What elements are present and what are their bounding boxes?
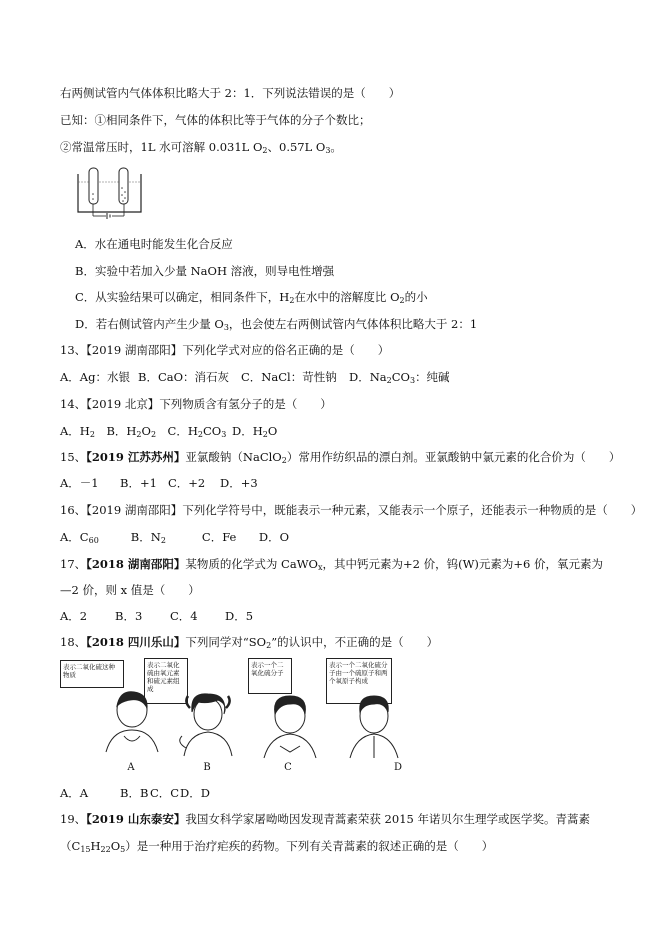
student-label-b: B <box>203 762 211 773</box>
so2-cartoon-figure <box>58 656 423 776</box>
speech-bubble-c: 表示一个二氧化硫分子 <box>248 658 292 694</box>
q13-stem: 13、【2019 湖南邵阳】下列化学式对应的俗名正确的是（ ） <box>60 343 390 357</box>
student-label-c: C <box>284 762 292 773</box>
q12-option-d: D．若右侧试管内产生少量 $O_3$，也会使左右两侧试管内气体体积比略大于 2：1 <box>75 317 478 332</box>
student-label-d: D <box>393 762 403 773</box>
student-b-body <box>184 732 232 756</box>
q17-stem-line2: —2 价，则 x 值是（ ） <box>60 583 200 597</box>
electrolysis-apparatus-figure <box>75 164 145 220</box>
q14-stem: 14、【2019 北京】下列物质含有氢分子的是（ ） <box>60 397 332 411</box>
q12-known-2: ②常温常压时，1L 水可溶解 0.031L $O_2$、0.57L $O_3$。 <box>60 140 342 155</box>
q12-stem: 右两侧试管内气体体积比略大于 2：1．下列说法错误的是（ ） <box>60 86 401 100</box>
student-label-a: A <box>127 762 135 773</box>
q15-options: A．－1 B．+1 C．+2 D．+3 <box>60 476 258 490</box>
speech-bubble-b: 表示二氧化硫由氧元素和硫元素组成 <box>144 658 188 704</box>
q19-stem-line2: $(C_{15}H_{22}O_5)$是一种用于治疗疟疾的药物。下列有关青蒿素的叙述正确的是（ ） <box>60 839 494 854</box>
speech-bubble-d: 表示一个二氧化硫分子由一个硫原子和两个氧原子构成 <box>326 658 392 704</box>
speech-bubble-a: 表示二氧化硫这种物质 <box>60 660 124 688</box>
q15-stem: 15、【2019 江苏苏州】亚氯酸钠（NaClO$_2$）常用作纺织品的漂白剂。亚氯酸钠中氯元素的化合价为（ ） <box>60 450 621 465</box>
q16-options: A．$C_{60}$ B．$N_2$ C．Fe D．O <box>60 530 290 545</box>
q14-options: A．$H_2$ B．$H_2O_2$ C．$H_2CO_3$ D．$H_2O$ <box>60 424 278 439</box>
q17-options: A．2 B．3 C．4 D．5 <box>60 609 254 623</box>
q17-stem: 17、【2018 湖南邵阳】某物质的化学式为 CaWO$_x$，其中钙元素为+2 价，钨(W)元素为+6 价，氧元素为 <box>60 557 603 572</box>
q13-options: A．Ag：水银 B．CaO：消石灰 C．NaCl：苛性钠 D．$Na_2CO_3$：纯碱 <box>60 370 450 385</box>
student-c-body <box>264 734 316 758</box>
q18-options: A．A B．B C．CD．D <box>60 786 210 800</box>
q12-option-b: B．实验中若加入少量 NaOH 溶液，则导电性增强 <box>75 264 335 278</box>
q16-stem: 16、【2019 湖南邵阳】下列化学符号中，既能表示一种元素，又能表示一个原子，还能表示一种物质的是（ ） <box>60 503 643 517</box>
q12-known-1: 已知：①相同条件下，气体的体积比等于气体的分子个数比； <box>60 113 371 127</box>
q19-stem: 19、【2019 山东泰安】我国女科学家屠呦呦因发现青蒿素荣获 2015 年诺贝尔生理学或医学奖。青蒿素 <box>60 812 590 826</box>
q18-stem: 18、【2018 四川乐山】下列同学对“$SO_2$”的认识中，不正确的是（ ） <box>60 635 439 650</box>
q12-option-a: A．水在通电时能发生化合反应 <box>75 237 233 251</box>
q12-option-c: C．从实验结果可以确定，相同条件下，$H_2$在水中的溶解度比 $O_2$的小 <box>75 290 428 305</box>
